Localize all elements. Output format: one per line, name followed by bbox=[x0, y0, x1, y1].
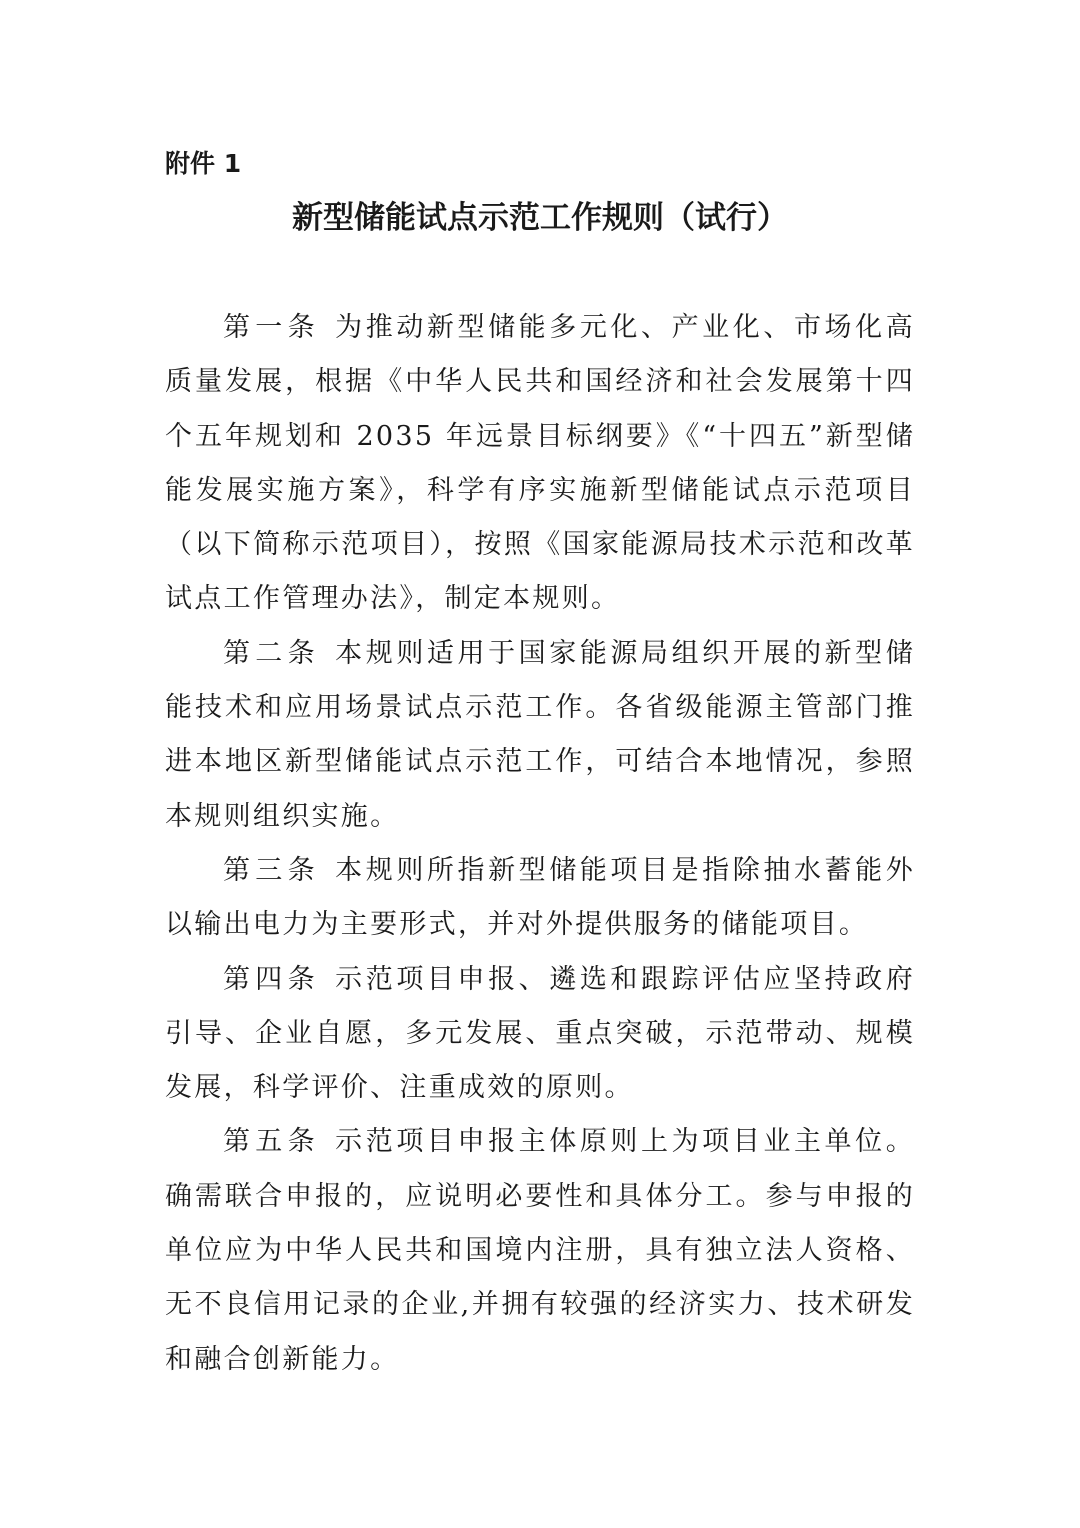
article-text: 示范项目申报、遴选和跟踪评估应坚持政府引导、企业自愿，多元发展、重点突破，示范带动、规模发展，科学评价、注重成效的原则。 bbox=[165, 963, 915, 1104]
article-number: 第五条 bbox=[223, 1126, 320, 1158]
article-number: 第三条 bbox=[223, 854, 320, 886]
article-number: 第四条 bbox=[223, 963, 320, 995]
article-text: 为推动新型储能多元化、产业化、市场化高质量发展，根据《中华人民共和国经济和社会发展第十四个五年规划和 2035 年远景目标纲要》《“十四五”新型储能发展实施方案》，科学有序实施新型储能试点示范项目（以下简称示范项目），按照《国家能源局技术示范和改革试点工作管理办法》，制定本规则。 bbox=[165, 312, 915, 615]
document-title: 新型储能试点示范工作规则（试行） bbox=[292, 200, 788, 236]
attachment-label: 附件 1 bbox=[165, 149, 242, 178]
document-body bbox=[165, 301, 915, 1387]
article-4 bbox=[165, 953, 915, 1116]
article-1 bbox=[165, 301, 915, 627]
article-3 bbox=[165, 844, 915, 953]
article-text: 本规则适用于国家能源局组织开展的新型储能技术和应用场景试点示范工作。各省级能源主管部门推进本地区新型储能试点示范工作，可结合本地情况，参照本规则组织实施。 bbox=[165, 637, 915, 832]
article-number: 第一条 bbox=[223, 312, 320, 343]
article-text: 示范项目申报主体原则上为项目业主单位。确需联合申报的，应说明必要性和具体分工。参与申报的单位应为中华人民共和国境内注册，具有独立法人资格、无不良信用记录的企业,并拥有较强的经济实力、技术研发和融合创新能力。 bbox=[165, 1126, 915, 1375]
article-number: 第二条 bbox=[223, 637, 320, 669]
article-2 bbox=[165, 627, 915, 844]
article-text: 本规则所指新型储能项目是指除抽水蓄能外以输出电力为主要形式，并对外提供服务的储能项目。 bbox=[165, 854, 915, 941]
article-5 bbox=[165, 1115, 915, 1386]
